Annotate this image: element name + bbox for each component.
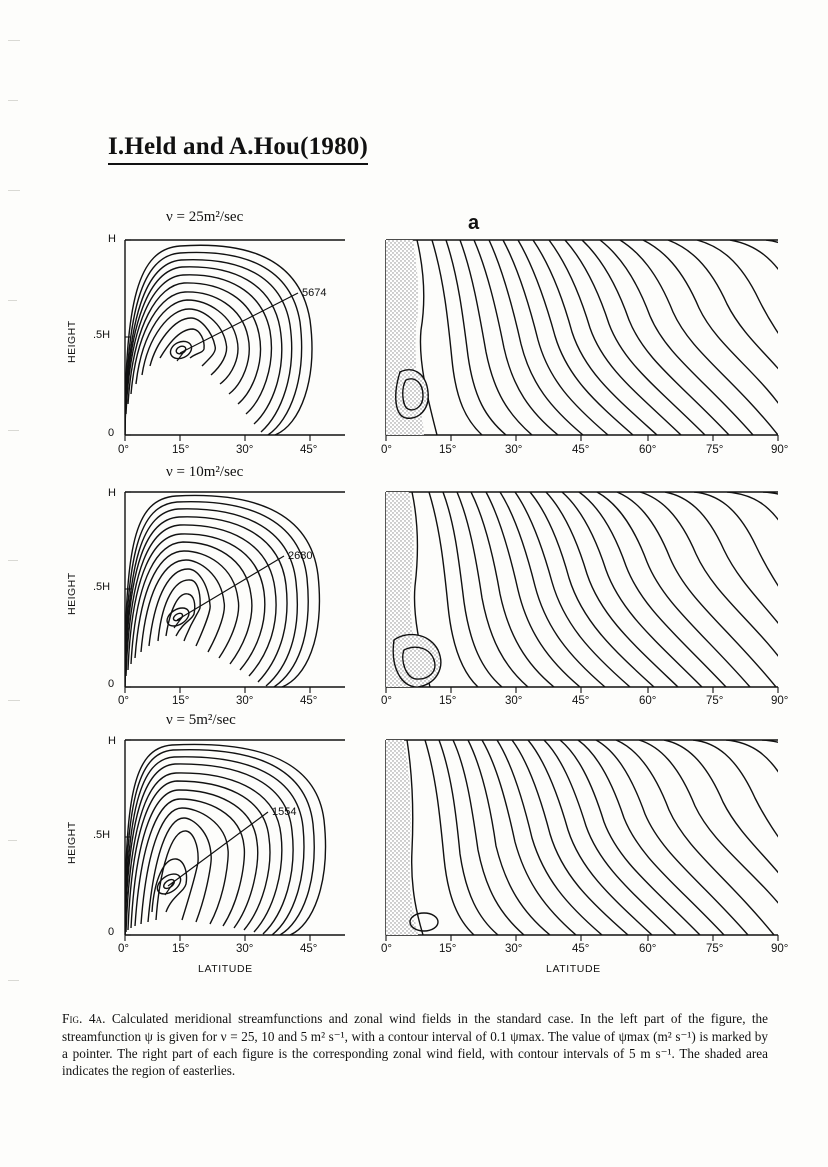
y-tick-zero-panel-1: 0: [108, 427, 115, 439]
x-tick-right-90-panel-3: 90°: [771, 943, 789, 955]
x-tick-left-30-panel-1: 30°: [236, 444, 254, 456]
x-tick-right-75-panel-1: 75°: [706, 444, 724, 456]
figure-caption-text: Calculated meridional streamfunctions and zonal wind fields in the standard case. In the left part of the figure, the streamfunction ψ is given for ν = 25, 10 and 5 m² s⁻¹, with a contour interval of 0.1 ψmax. The value of ψmax (m² s⁻¹) is marked by a pointer. The right part of each figure is the corresponding zonal wind field, with contour intervals of 5 m s⁻¹. The shaded area indicates the region of easterlies.: [62, 1011, 768, 1078]
x-tick-right-30-panel-1: 30°: [505, 444, 523, 456]
x-tick-right-15-panel-2: 15°: [439, 695, 457, 707]
panel-1-zonal-wind: [386, 240, 820, 435]
x-axis-label-right: LATITUDE: [546, 963, 601, 975]
x-tick-right-75-panel-2: 75°: [706, 695, 724, 707]
x-tick-right-60-panel-1: 60°: [639, 444, 657, 456]
psi-max-value-panel-3: 1554: [272, 806, 297, 818]
panel-3-streamfunction-contours: [125, 744, 325, 935]
y-tick-half-panel-1: .5H: [93, 329, 111, 341]
x-tick-left-45-panel-3: 45°: [300, 943, 318, 955]
panel-2-psi-pointer: [177, 556, 284, 620]
x-tick-right-0-panel-3: 0°: [381, 943, 392, 955]
x-tick-left-30-panel-3: 30°: [236, 943, 254, 955]
nu-label-panel-3: ν = 5m²/sec: [166, 712, 236, 728]
x-tick-right-60-panel-3: 60°: [639, 943, 657, 955]
y-tick-half-panel-3: .5H: [93, 829, 111, 841]
x-tick-left-0-panel-2: 0°: [118, 695, 129, 707]
y-tick-zero-panel-2: 0: [108, 678, 115, 690]
x-tick-right-45-panel-1: 45°: [572, 444, 590, 456]
y-tick-zero-panel-3: 0: [108, 926, 115, 938]
y-axis-label-panel-1: HEIGHT: [66, 320, 78, 363]
x-tick-right-90-panel-1: 90°: [771, 444, 789, 456]
x-tick-right-45-panel-3: 45°: [572, 943, 590, 955]
x-tick-right-0-panel-1: 0°: [381, 444, 392, 456]
panel-1-psi-pointer: [180, 293, 298, 353]
x-tick-right-15-panel-1: 15°: [439, 444, 457, 456]
nu-label-panel-2: ν = 10m²/sec: [166, 464, 244, 480]
x-tick-right-75-panel-3: 75°: [706, 943, 724, 955]
x-tick-right-15-panel-3: 15°: [439, 943, 457, 955]
y-axis-label-panel-3: HEIGHT: [66, 821, 78, 864]
x-tick-right-45-panel-2: 45°: [572, 695, 590, 707]
x-tick-right-0-panel-2: 0°: [381, 695, 392, 707]
x-tick-left-0-panel-3: 0°: [118, 943, 129, 955]
nu-label-panel-1: ν = 25m²/sec: [166, 209, 244, 225]
y-axis-label-panel-2: HEIGHT: [66, 572, 78, 615]
y-tick-h-panel-1: H: [108, 233, 116, 245]
panel-1-streamfunction-contours: [125, 245, 312, 435]
y-tick-half-panel-2: .5H: [93, 581, 111, 593]
panel-3-psi-pointer: [168, 812, 268, 886]
x-tick-left-45-panel-2: 45°: [300, 695, 318, 707]
x-tick-left-15-panel-3: 15°: [172, 943, 190, 955]
x-tick-left-0-panel-1: 0°: [118, 444, 129, 456]
page-title: I.Held and A.Hou(1980): [108, 133, 368, 165]
x-tick-left-15-panel-2: 15°: [172, 695, 190, 707]
x-axis-label-left: LATITUDE: [198, 963, 253, 975]
y-tick-h-panel-2: H: [108, 487, 116, 499]
x-tick-right-90-panel-2: 90°: [771, 695, 789, 707]
panel-2-streamfunction-contours: [125, 495, 319, 687]
x-tick-left-45-panel-1: 45°: [300, 444, 318, 456]
x-tick-left-15-panel-1: 15°: [172, 444, 190, 456]
x-tick-right-60-panel-2: 60°: [639, 695, 657, 707]
figure-panel-letter: a: [468, 212, 480, 234]
figure-caption: [62, 1010, 768, 1079]
x-tick-left-30-panel-2: 30°: [236, 695, 254, 707]
figure-caption-label: Fig. 4a.: [62, 1011, 106, 1026]
x-tick-right-30-panel-2: 30°: [505, 695, 523, 707]
y-tick-h-panel-3: H: [108, 735, 116, 747]
panel-2-zonal-wind: [386, 492, 818, 687]
panel-3-axes: [125, 740, 778, 941]
panel-3-zonal-wind: [386, 740, 817, 935]
psi-max-value-panel-1: 5674: [302, 287, 327, 299]
psi-max-value-panel-2: 2680: [288, 550, 313, 562]
x-tick-right-30-panel-3: 30°: [505, 943, 523, 955]
